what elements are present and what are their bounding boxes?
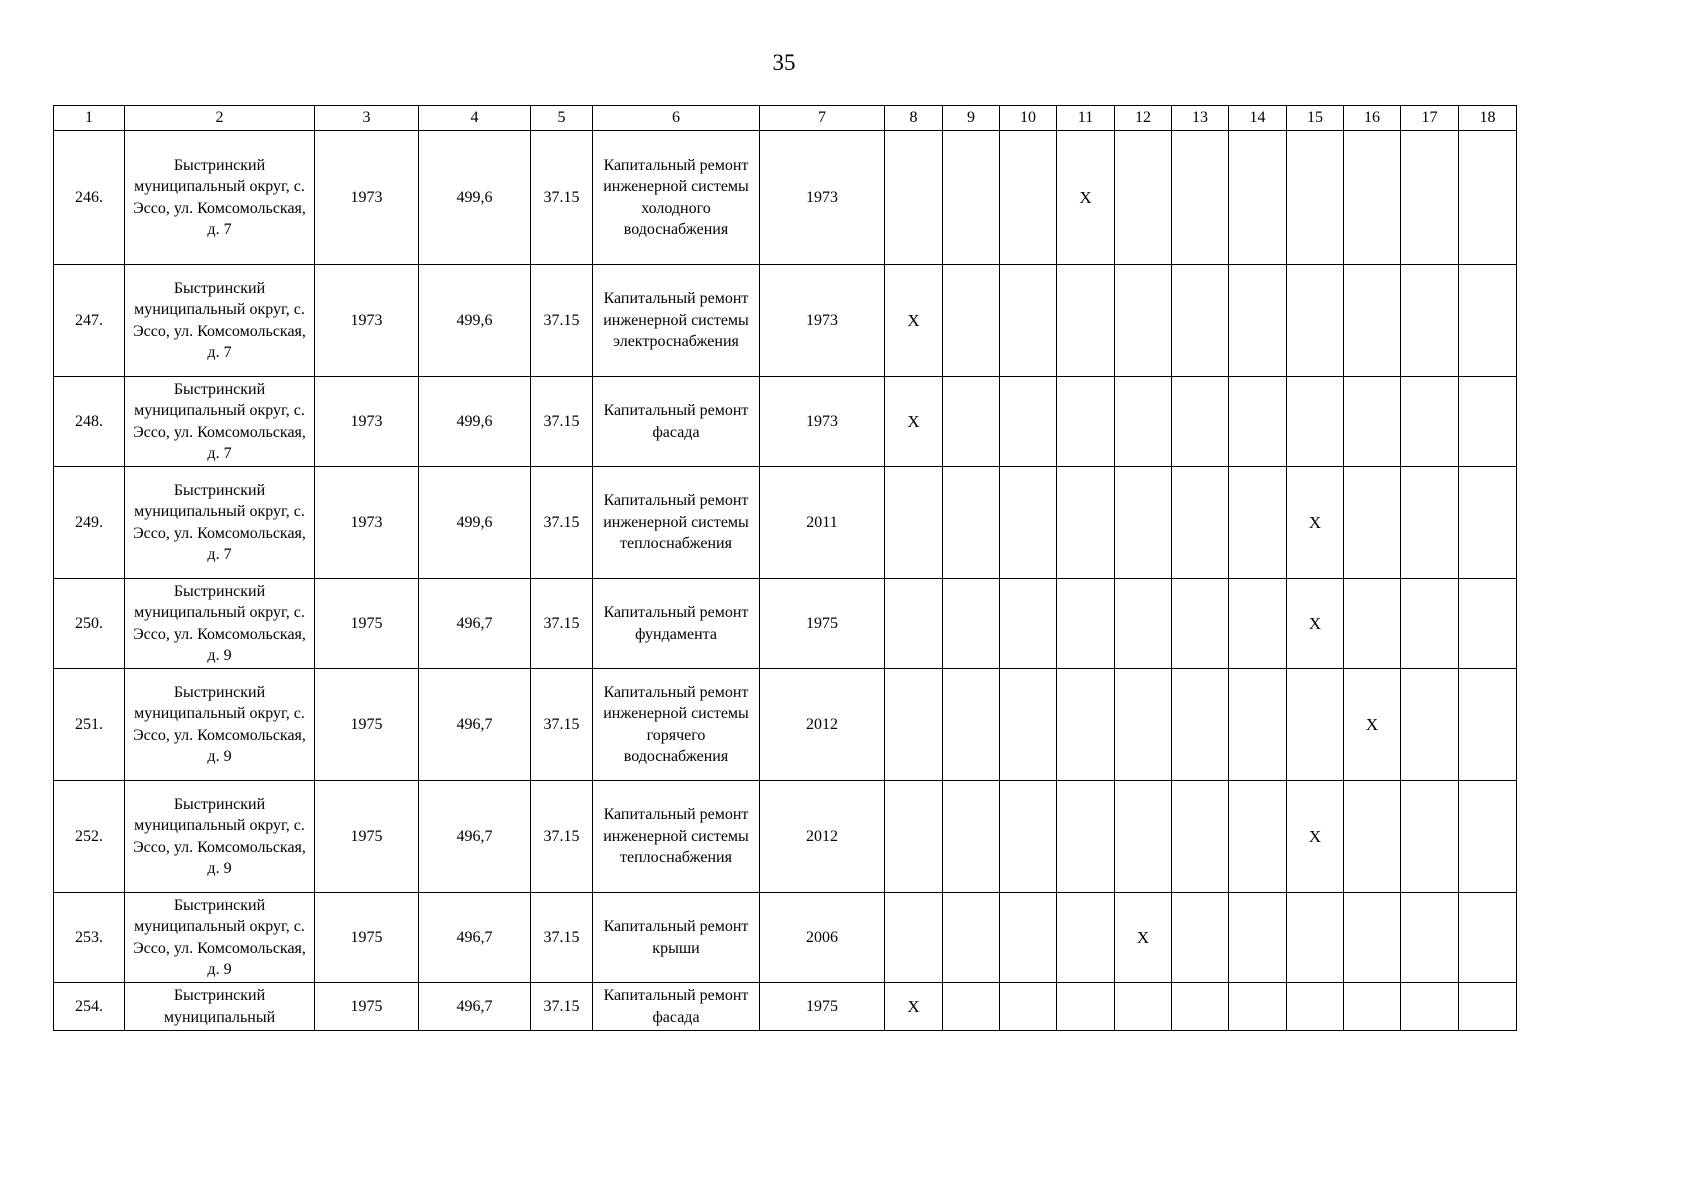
column-header-5: 5: [531, 106, 593, 131]
code-cell: 37.15: [531, 579, 593, 669]
period-cell-9: [943, 377, 1000, 467]
period-cell-13: [1172, 893, 1229, 983]
period-cell-12: [1115, 377, 1172, 467]
period-cell-8: X: [885, 377, 943, 467]
period-cell-14: [1229, 467, 1287, 579]
column-header-1: 1: [54, 106, 125, 131]
period-cell-13: [1172, 377, 1229, 467]
address-cell: Быстринский муниципальный округ, с. Эссо, ул. Комсомольская, д. 9: [125, 781, 315, 893]
period-cell-13: [1172, 579, 1229, 669]
code-cell: 37.15: [531, 377, 593, 467]
period-cell-18: [1459, 669, 1517, 781]
work-type-cell: Капитальный ремонт инженерной системы горячего водоснабжения: [593, 669, 760, 781]
period-cell-8: X: [885, 983, 943, 1031]
table-row: [54, 781, 1517, 893]
table-row: [54, 467, 1517, 579]
period-cell-16: [1344, 131, 1401, 265]
period-cell-17: [1401, 467, 1459, 579]
column-header-18: 18: [1459, 106, 1517, 131]
last-repair-year-cell: 2006: [760, 893, 885, 983]
address-cell: Быстринский муниципальный округ, с. Эссо, ул. Комсомольская, д. 9: [125, 579, 315, 669]
period-cell-14: [1229, 131, 1287, 265]
area-cell: 499,6: [419, 467, 531, 579]
area-cell: 499,6: [419, 377, 531, 467]
row-number: 251.: [54, 669, 125, 781]
address-cell: Быстринский муниципальный округ, с. Эссо, ул. Комсомольская, д. 7: [125, 467, 315, 579]
period-cell-17: [1401, 669, 1459, 781]
period-cell-10: [1000, 131, 1057, 265]
area-cell: 496,7: [419, 781, 531, 893]
period-cell-14: [1229, 579, 1287, 669]
period-cell-17: [1401, 377, 1459, 467]
build-year-cell: 1973: [315, 131, 419, 265]
period-cell-10: [1000, 893, 1057, 983]
period-cell-10: [1000, 781, 1057, 893]
column-header-15: 15: [1287, 106, 1344, 131]
code-cell: 37.15: [531, 467, 593, 579]
period-cell-16: [1344, 467, 1401, 579]
build-year-cell: 1973: [315, 467, 419, 579]
period-cell-8: X: [885, 265, 943, 377]
page-number: 35: [772, 50, 796, 75]
period-cell-9: [943, 669, 1000, 781]
column-header-12: 12: [1115, 106, 1172, 131]
work-type-cell: Капитальный ремонт инженерной системы электроснабжения: [593, 265, 760, 377]
period-cell-14: [1229, 893, 1287, 983]
period-cell-11: [1057, 579, 1115, 669]
work-type-cell: Капитальный ремонт инженерной системы теплоснабжения: [593, 467, 760, 579]
area-cell: 496,7: [419, 983, 531, 1031]
period-cell-17: [1401, 781, 1459, 893]
period-cell-11: [1057, 893, 1115, 983]
period-cell-10: [1000, 983, 1057, 1031]
period-cell-10: [1000, 579, 1057, 669]
column-header-14: 14: [1229, 106, 1287, 131]
period-cell-8: [885, 467, 943, 579]
row-number: 247.: [54, 265, 125, 377]
column-header-6: 6: [593, 106, 760, 131]
row-number: 249.: [54, 467, 125, 579]
column-header-10: 10: [1000, 106, 1057, 131]
address-cell: Быстринский муниципальный округ, с. Эссо, ул. Комсомольская, д. 9: [125, 669, 315, 781]
period-cell-8: [885, 781, 943, 893]
period-cell-16: [1344, 893, 1401, 983]
work-type-cell: Капитальный ремонт инженерной системы теплоснабжения: [593, 781, 760, 893]
period-cell-17: [1401, 131, 1459, 265]
period-cell-12: X: [1115, 893, 1172, 983]
period-cell-9: [943, 781, 1000, 893]
period-cell-11: [1057, 377, 1115, 467]
period-cell-11: [1057, 265, 1115, 377]
period-cell-18: [1459, 131, 1517, 265]
work-type-cell: Капитальный ремонт фасада: [593, 983, 760, 1031]
period-cell-18: [1459, 781, 1517, 893]
area-cell: 499,6: [419, 131, 531, 265]
build-year-cell: 1975: [315, 983, 419, 1031]
period-cell-16: [1344, 781, 1401, 893]
column-header-13: 13: [1172, 106, 1229, 131]
period-cell-15: X: [1287, 467, 1344, 579]
code-cell: 37.15: [531, 265, 593, 377]
area-cell: 496,7: [419, 669, 531, 781]
table-row: [54, 377, 1517, 467]
period-cell-18: [1459, 467, 1517, 579]
period-cell-14: [1229, 983, 1287, 1031]
table-row: [54, 131, 1517, 265]
period-cell-9: [943, 467, 1000, 579]
period-cell-12: [1115, 983, 1172, 1031]
period-cell-13: [1172, 781, 1229, 893]
period-cell-14: [1229, 781, 1287, 893]
period-cell-12: [1115, 131, 1172, 265]
column-header-3: 3: [315, 106, 419, 131]
period-cell-17: [1401, 893, 1459, 983]
table-body: [54, 131, 1517, 1031]
row-number: 253.: [54, 893, 125, 983]
period-cell-11: [1057, 983, 1115, 1031]
table-row: [54, 983, 1517, 1031]
table-row: [54, 893, 1517, 983]
column-header-9: 9: [943, 106, 1000, 131]
period-cell-13: [1172, 669, 1229, 781]
row-number: 250.: [54, 579, 125, 669]
column-header-4: 4: [419, 106, 531, 131]
period-cell-8: [885, 579, 943, 669]
code-cell: 37.15: [531, 983, 593, 1031]
period-cell-15: [1287, 377, 1344, 467]
code-cell: 37.15: [531, 781, 593, 893]
address-cell: Быстринский муниципальный округ, с. Эссо, ул. Комсомольская, д. 7: [125, 265, 315, 377]
build-year-cell: 1973: [315, 265, 419, 377]
repair-schedule-table: [53, 105, 1517, 1031]
last-repair-year-cell: 1973: [760, 377, 885, 467]
build-year-cell: 1975: [315, 579, 419, 669]
period-cell-16: [1344, 265, 1401, 377]
code-cell: 37.15: [531, 669, 593, 781]
column-header-11: 11: [1057, 106, 1115, 131]
period-cell-10: [1000, 265, 1057, 377]
period-cell-10: [1000, 467, 1057, 579]
address-cell: Быстринский муниципальный округ, с. Эссо, ул. Комсомольская, д. 9: [125, 893, 315, 983]
last-repair-year-cell: 1975: [760, 983, 885, 1031]
build-year-cell: 1975: [315, 893, 419, 983]
period-cell-11: [1057, 669, 1115, 781]
period-cell-14: [1229, 377, 1287, 467]
period-cell-11: [1057, 467, 1115, 579]
area-cell: 499,6: [419, 265, 531, 377]
period-cell-14: [1229, 265, 1287, 377]
period-cell-11: [1057, 781, 1115, 893]
period-cell-18: [1459, 893, 1517, 983]
period-cell-17: [1401, 579, 1459, 669]
work-type-cell: Капитальный ремонт инженерной системы холодного водоснабжения: [593, 131, 760, 265]
area-cell: 496,7: [419, 579, 531, 669]
period-cell-12: [1115, 265, 1172, 377]
period-cell-15: [1287, 669, 1344, 781]
column-header-17: 17: [1401, 106, 1459, 131]
last-repair-year-cell: 2012: [760, 781, 885, 893]
period-cell-11: X: [1057, 131, 1115, 265]
period-cell-16: [1344, 579, 1401, 669]
column-header-7: 7: [760, 106, 885, 131]
last-repair-year-cell: 1973: [760, 131, 885, 265]
work-type-cell: Капитальный ремонт фундамента: [593, 579, 760, 669]
period-cell-9: [943, 893, 1000, 983]
period-cell-16: X: [1344, 669, 1401, 781]
row-number: 246.: [54, 131, 125, 265]
period-cell-15: [1287, 265, 1344, 377]
period-cell-12: [1115, 579, 1172, 669]
area-cell: 496,7: [419, 893, 531, 983]
table-row: [54, 579, 1517, 669]
code-cell: 37.15: [531, 131, 593, 265]
column-header-16: 16: [1344, 106, 1401, 131]
build-year-cell: 1973: [315, 377, 419, 467]
period-cell-18: [1459, 579, 1517, 669]
period-cell-8: [885, 669, 943, 781]
row-number: 252.: [54, 781, 125, 893]
last-repair-year-cell: 2012: [760, 669, 885, 781]
period-cell-12: [1115, 669, 1172, 781]
period-cell-15: [1287, 983, 1344, 1031]
table-row: [54, 669, 1517, 781]
period-cell-9: [943, 131, 1000, 265]
last-repair-year-cell: 1975: [760, 579, 885, 669]
address-cell: Быстринский муниципальный: [125, 983, 315, 1031]
period-cell-13: [1172, 467, 1229, 579]
period-cell-12: [1115, 467, 1172, 579]
period-cell-16: [1344, 983, 1401, 1031]
work-type-cell: Капитальный ремонт крыши: [593, 893, 760, 983]
period-cell-8: [885, 893, 943, 983]
period-cell-18: [1459, 983, 1517, 1031]
build-year-cell: 1975: [315, 669, 419, 781]
period-cell-18: [1459, 265, 1517, 377]
period-cell-9: [943, 265, 1000, 377]
column-header-8: 8: [885, 106, 943, 131]
work-type-cell: Капитальный ремонт фасада: [593, 377, 760, 467]
period-cell-15: X: [1287, 781, 1344, 893]
period-cell-13: [1172, 131, 1229, 265]
period-cell-18: [1459, 377, 1517, 467]
period-cell-9: [943, 579, 1000, 669]
period-cell-16: [1344, 377, 1401, 467]
table-row: [54, 265, 1517, 377]
period-cell-14: [1229, 669, 1287, 781]
last-repair-year-cell: 2011: [760, 467, 885, 579]
period-cell-9: [943, 983, 1000, 1031]
period-cell-17: [1401, 983, 1459, 1031]
period-cell-17: [1401, 265, 1459, 377]
period-cell-10: [1000, 669, 1057, 781]
column-number-row: [54, 106, 1517, 131]
last-repair-year-cell: 1973: [760, 265, 885, 377]
period-cell-15: X: [1287, 579, 1344, 669]
row-number: 248.: [54, 377, 125, 467]
period-cell-15: [1287, 893, 1344, 983]
column-header-2: 2: [125, 106, 315, 131]
period-cell-8: [885, 131, 943, 265]
period-cell-13: [1172, 265, 1229, 377]
row-number: 254.: [54, 983, 125, 1031]
code-cell: 37.15: [531, 893, 593, 983]
period-cell-12: [1115, 781, 1172, 893]
period-cell-13: [1172, 983, 1229, 1031]
build-year-cell: 1975: [315, 781, 419, 893]
period-cell-10: [1000, 377, 1057, 467]
address-cell: Быстринский муниципальный округ, с. Эссо, ул. Комсомольская, д. 7: [125, 377, 315, 467]
period-cell-15: [1287, 131, 1344, 265]
address-cell: Быстринский муниципальный округ, с. Эссо, ул. Комсомольская, д. 7: [125, 131, 315, 265]
